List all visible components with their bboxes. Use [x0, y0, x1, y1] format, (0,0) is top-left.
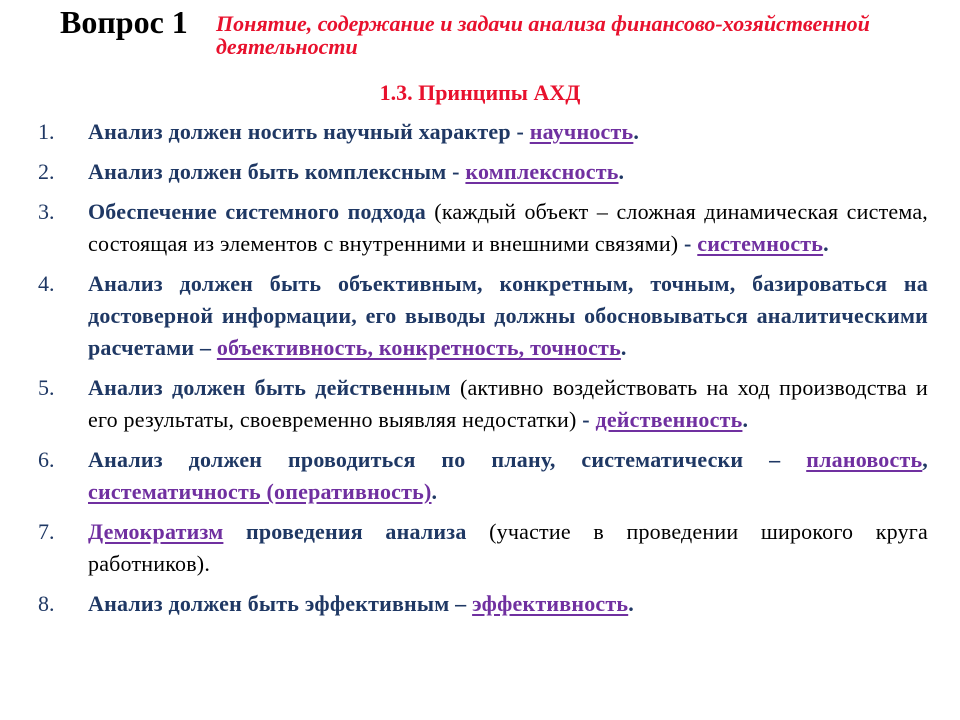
list-item: [38, 444, 928, 508]
item-end: .: [823, 231, 829, 256]
item-number: 4.: [38, 271, 55, 296]
item-text: [88, 372, 928, 436]
item-text: [88, 196, 928, 260]
item-end: ,: [922, 447, 928, 472]
item-number: 8.: [38, 591, 55, 616]
section-subtitle: 1.3. Принципы АХД: [379, 80, 581, 105]
item-text: [88, 116, 928, 148]
item-number: 5.: [38, 375, 55, 400]
principle-key: Демократизм: [88, 519, 224, 544]
item-end: .: [620, 335, 627, 360]
item-explanation: (участие в проведении широкого круга работников).: [88, 519, 928, 576]
principle-key: системность: [697, 231, 824, 256]
item-text: [88, 516, 928, 580]
item-explanation: (каждый объект – сложная динамическая система, состоящая из элементов с внутренними и внешними связями): [88, 199, 928, 256]
principle-key: эффективность: [472, 591, 629, 616]
item-end: .: [628, 591, 634, 616]
item-end: .: [742, 407, 749, 432]
list-item: [38, 516, 928, 580]
item-end: .: [618, 159, 625, 184]
item-end: .: [431, 479, 438, 504]
principles-list: [38, 116, 928, 628]
list-item: [38, 588, 928, 620]
list-item: [38, 268, 928, 364]
item-number: 3.: [38, 199, 55, 224]
item-text: [88, 444, 928, 508]
principle-key: научность: [529, 119, 634, 144]
item-number: 1.: [38, 119, 55, 144]
principle-key: плановость: [806, 447, 923, 472]
principle-key-secondary: систематичность (оперативность): [88, 479, 432, 504]
item-explanation: (активно воздействовать на ход производства и его результаты, своевременно выявляя недостатки): [88, 375, 928, 432]
list-item: [38, 156, 928, 188]
question-label: Вопрос 1: [60, 4, 188, 40]
question-topic: Понятие, содержание и задачи анализа финансово-хозяйственной деятельности: [216, 11, 870, 59]
item-continuation: проведения анализа: [223, 519, 490, 544]
list-item: [38, 116, 928, 148]
list-item: [38, 196, 928, 260]
item-number: 7.: [38, 519, 55, 544]
item-lead: Анализ должен быть действенным: [88, 375, 460, 400]
item-number: 2.: [38, 159, 55, 184]
item-lead: Анализ должен быть объективным, конкретным, точным, базироваться на достоверной информации, его выводы должны обосновываться аналитическими расчетами –: [88, 271, 928, 360]
item-end: .: [633, 119, 640, 144]
item-text: [88, 268, 928, 364]
item-tail: -: [678, 231, 698, 256]
item-lead: Анализ должен проводиться по плану, систематически –: [88, 447, 807, 472]
principle-key: объективность, конкретность, точность: [216, 335, 621, 360]
item-text: [88, 588, 928, 620]
item-lead: Обеспечение системного подхода: [88, 199, 435, 224]
item-text: [88, 156, 928, 188]
item-number: 6.: [38, 447, 55, 472]
item-tail: -: [576, 407, 596, 432]
principle-key: комплексность: [465, 159, 619, 184]
list-item: [38, 372, 928, 436]
item-lead: Анализ должен быть комплексным -: [88, 159, 466, 184]
item-lead: Анализ должен быть эффективным –: [88, 591, 473, 616]
principle-key: действенность: [595, 407, 743, 432]
item-lead: Анализ должен носить научный характер -: [88, 119, 530, 144]
